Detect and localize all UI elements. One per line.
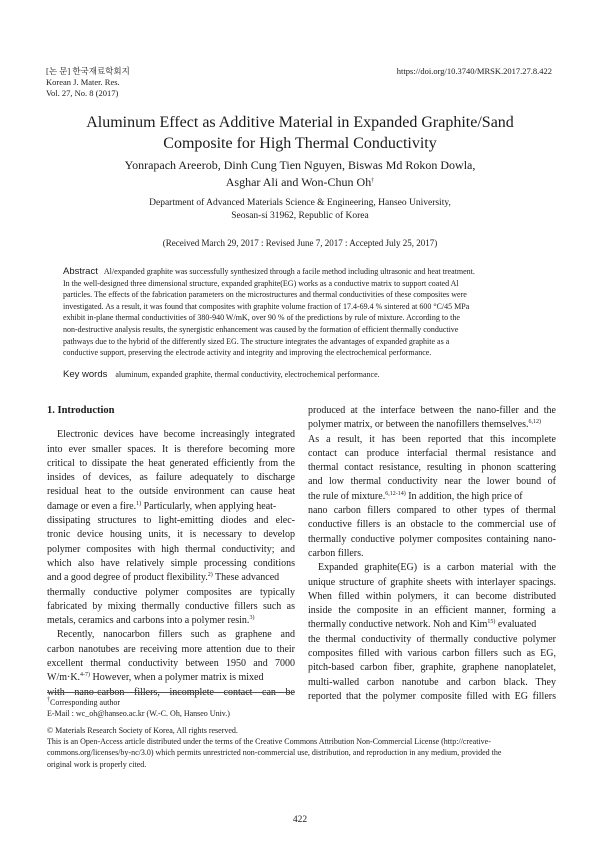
body-line: thermally conductive polymer composites containing nano- (308, 533, 556, 545)
citation: 15) (487, 619, 496, 626)
body-line: critical to dissipate the heat generated efficiently from the (47, 457, 295, 469)
keywords (63, 369, 380, 380)
authors-line-2: Asghar Ali and Won-Chun Oh (225, 175, 372, 189)
abstract (63, 266, 541, 359)
body-line: damage or even a fire.$^{1)}$ Particularly, when applying heat- (47, 500, 277, 512)
abstract-line: particles. The effects of the fabrication parameters on the microstructures and thermal conductivities of these composites were (63, 290, 467, 300)
affiliation (40, 197, 560, 223)
body-line: contact can produce interfacial thermal resistance and (308, 447, 556, 459)
abstract-line: conductive support, preserving the electrode activity and integrity and improving the electrochemical performance. (63, 348, 432, 358)
body-line: polymer composites with high thermal conductivity; and (47, 543, 295, 555)
body-line: Expanded graphite(EG) is a carbon material with the (318, 562, 556, 574)
abstract-line: Al/expanded graphite was successfully synthesized through a facile method including ultrasonic and heat treatment. (103, 267, 475, 276)
journal-info (46, 66, 130, 99)
body-line: carbon nanotubes are receiving more attention due to their (47, 643, 295, 655)
body-line: and a good degree of product flexibility.$^{2)}$ These advanced (47, 572, 280, 584)
author-list (40, 157, 560, 191)
corresponding-email: E-Mail : wc_oh@hanseo.ac.kr (W.-C. Oh, Hanseo Univ.) (47, 709, 230, 718)
left-column (47, 404, 295, 700)
body-line: metals, ceramics and carbons into a polymer resin.$^{3)}$ (47, 615, 255, 627)
journal-name: Korean J. Mater. Res. (46, 77, 120, 87)
license-line: commons.org/licenses/by-nc/3.0) which permits unrestricted non-commercial use, distribution, and reproduction in any medium, provided the (47, 748, 502, 758)
body-line: insides of devices, as failure adequately to discharge (47, 472, 295, 484)
keywords-text: aluminum, expanded graphite, thermal conductivity, electrochemical performance. (115, 370, 380, 379)
body-line: As a result, it has been reported that this incomplete (308, 433, 556, 445)
body-line: When filled within polymers, it can become distributed (308, 590, 556, 602)
body-line: inside the composite in an efficient manner, forming a (308, 605, 556, 617)
license-line: original work is properly cited. (47, 759, 147, 769)
section-heading: 1. Introduction (47, 405, 115, 416)
citation: 1) (136, 500, 142, 507)
keywords-label: Key words (63, 369, 108, 380)
title-line-1: Aluminum Effect as Additive Material in Expanded Graphite/Sand (86, 114, 514, 131)
body-line: conductive fillers is an obstacle to the commercial use of (308, 519, 556, 531)
affiliation-line-1: Department of Advanced Materials Science & Engineering, Hanseo University, (149, 198, 451, 208)
footnote-divider (47, 692, 295, 693)
body-line: fabricated by mixing thermally conductive fillers such as (47, 600, 295, 612)
citation: 2) (207, 572, 213, 579)
body-line: produced at the interface between the nano-filler and the (308, 405, 556, 416)
body-line: Recently, nanocarbon fillers such as graphene and (57, 629, 295, 641)
abstract-line: non-destructive analysis results, the synergistic enhancement was caused by the formation of efficient thermally conductive (63, 324, 459, 334)
abstract-line: exhibit in-plane thermal conductivities of 380-940 W/mK, over 90 % of the predictions by rule of mixture. According to the (63, 313, 460, 323)
body-line: tronic device housing units, it is necessary to develop (47, 529, 295, 541)
body-line: polymer matrix, or between the nanofillers themselves.$^{6,12)}$ (308, 419, 541, 431)
copyright-line: © Materials Research Society of Korea, All rights reserved. (47, 726, 238, 735)
body-line: nano carbon fillers compared to other types of thermal (308, 505, 556, 517)
journal-volume: Vol. 27, No. 8 (2017) (46, 88, 119, 98)
body-line: the rule of mixture.$^{6,12-14)}$ In addition, the high price of (308, 490, 523, 502)
body-line: excellent thermal conductivity between 1950 and 7000 (47, 658, 295, 670)
copyright-notice (47, 725, 555, 770)
body-line: residual heat to the outside environment can cause heat (47, 486, 295, 498)
page-number: 422 (292, 815, 308, 825)
body-line: reported that the polymer composite filled with EG fillers (308, 690, 556, 702)
body-line: thermally conductive network. Noh and Kim$^{15)}$ evaluated (308, 619, 537, 631)
title-line-2: Composite for High Thermal Conductivity (163, 135, 437, 152)
body-line: carbon fillers. (308, 547, 364, 559)
body-line: and low thermal conductivity near the lower bound of (308, 476, 556, 488)
body-line: W/m·K.$^{4-7)}$ However, when a polymer matrix is mixed (47, 672, 264, 684)
affiliation-line-2: Seosan-si 31962, Republic of Korea (231, 211, 369, 221)
received-dates: (Received March 29, 2017 : Revised June 7, 2017 : Accepted July 25, 2017) (162, 238, 438, 248)
body-line: dissipating structures to light-emitting diodes and elec- (47, 515, 295, 527)
authors-line-1: Yonrapach Areerob, Dinh Cung Tien Nguyen, Biswas Md Rokon Dowla, (124, 158, 476, 172)
body-line: pitch-based carbon fiber, graphite, graphene nanoplatelet, (308, 662, 556, 674)
body-line: thermally conductive polymer composites are typically (47, 586, 295, 598)
abstract-label: Abstract (63, 266, 98, 277)
body-line: which also have relatively simple processing conditions (47, 557, 295, 569)
body-line: thermal contact resistance, resulting in phonon scattering (308, 462, 556, 474)
body-line: unique structure of graphite sheets with interlayer spacings. (308, 576, 556, 588)
body-line: multi-walled carbon nanotube and carbon black. They (308, 676, 556, 688)
right-column (308, 404, 556, 704)
citation: 3) (249, 615, 255, 622)
abstract-line: pathways due to the hybrid of the differently sized EG. The structure integrates the advantages of expanded graphite as a (63, 336, 450, 346)
footnote-dagger: † (47, 697, 50, 703)
license-line: This is an Open-Access article distributed under the terms of the Creative Commons Attribution Non-Commercial License (http://creative- (47, 737, 491, 747)
paper-title (40, 112, 560, 154)
journal-name-korean: [논 문] 한국재료학회지 (46, 66, 130, 76)
abstract-line: In the well-designed three dimensional structure, expanded graphite(EG) works as a conductive matrix to support coated Al (63, 278, 459, 288)
footnote (47, 697, 230, 719)
body-line: the thermal conductivity of thermally conductive polymer (308, 633, 556, 645)
body-line: into ever smaller spaces. It is therefore becoming more (47, 443, 295, 455)
citation: 4-7) (80, 672, 91, 679)
abstract-line: investigated. As a result, it was found that composites with graphite volume fraction of 17.4-69.4 % sintered at 600 °C/45 MPa (63, 301, 470, 311)
doi-link[interactable]: https://doi.org/10.3740/MRSK.2017.27.8.422 (396, 66, 552, 76)
corresponding-author-label: Corresponding author (50, 698, 120, 707)
body-line: Electronic devices have become increasingly integrated (57, 429, 295, 441)
corresponding-dagger: † (371, 178, 375, 184)
body-line: composites filled with various carbon fillers such as EG, (308, 648, 556, 660)
citation: 6,12-14) (385, 490, 406, 497)
citation: 6,12) (528, 419, 541, 426)
body-line: with nano-carbon fillers, incomplete contact can be (47, 686, 295, 698)
